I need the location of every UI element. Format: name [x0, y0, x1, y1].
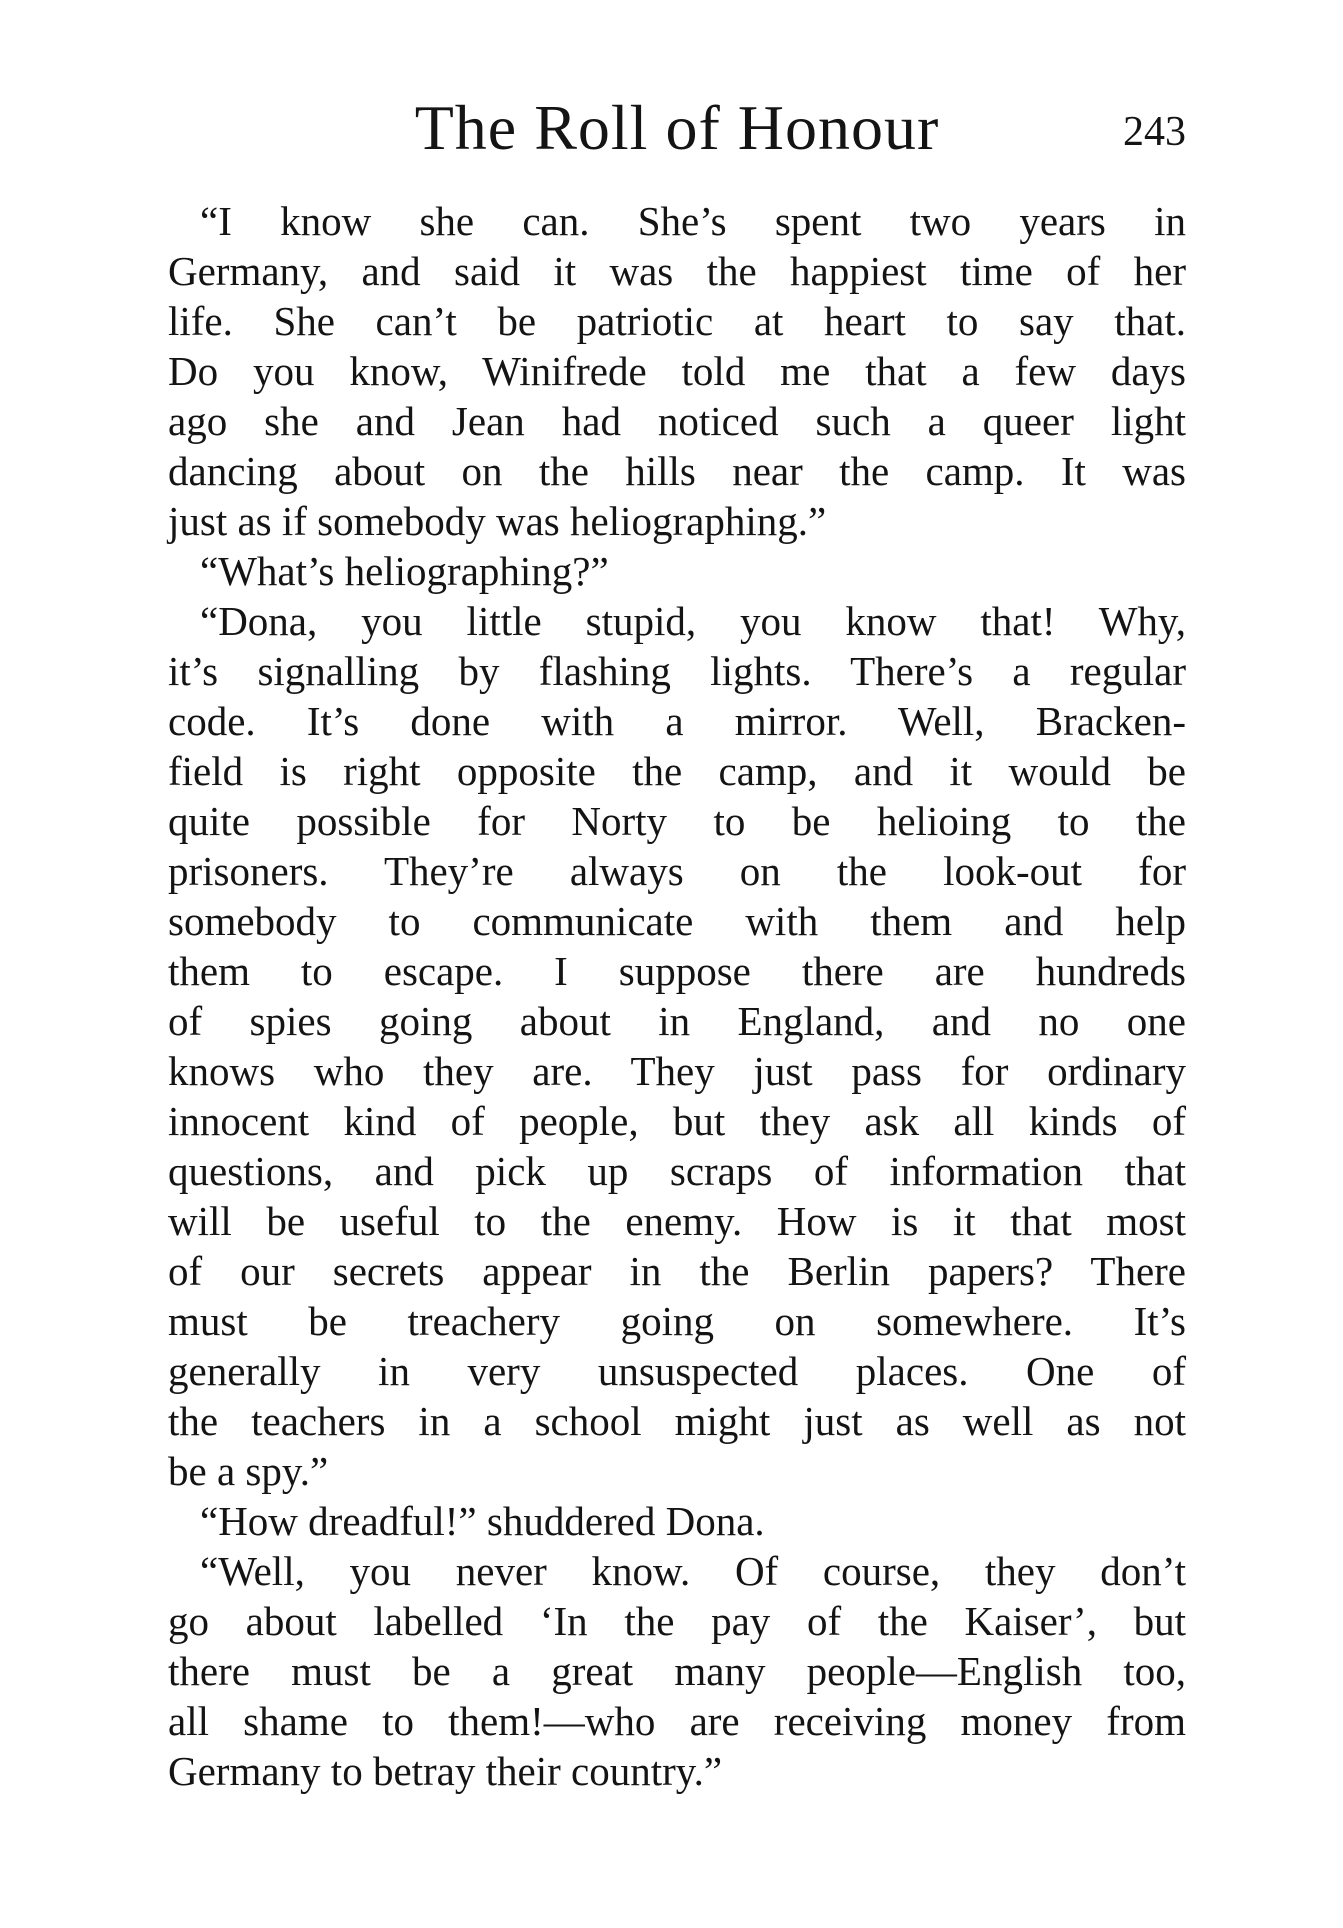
page-number: 243	[1123, 109, 1186, 155]
text-line: there must be a great many people—English too,	[168, 1648, 1186, 1694]
text-line: Germany, and said it was the happiest time of her	[168, 248, 1186, 294]
text-line: of spies going about in England, and no one	[168, 998, 1186, 1044]
text-line: Germany to betray their country.”	[168, 1748, 723, 1794]
text-line: it’s signalling by flashing lights. There’s a regular	[168, 648, 1186, 694]
text-line: will be useful to the enemy. How is it that most	[168, 1198, 1186, 1244]
text-line: must be treachery going on somewhere. It’s	[168, 1298, 1186, 1344]
text-line: “Dona, you little stupid, you know that! Why,	[200, 598, 1186, 644]
text-line: somebody to communicate with them and help	[168, 898, 1186, 944]
text-line: Do you know, Winifrede told me that a few days	[168, 348, 1186, 394]
text-line: “What’s heliographing?”	[200, 548, 609, 594]
text-line: all shame to them!—who are receiving money from	[168, 1698, 1186, 1744]
text-line: field is right opposite the camp, and it would be	[168, 748, 1186, 794]
text-line: just as if somebody was heliographing.”	[168, 498, 827, 544]
text-line: quite possible for Norty to be helioing to the	[168, 798, 1186, 844]
text-line: code. It’s done with a mirror. Well, Bracken-	[168, 698, 1186, 744]
running-title: The Roll of Honour	[414, 92, 940, 163]
text-line: “I know she can. She’s spent two years in	[200, 198, 1186, 244]
text-line: innocent kind of people, but they ask all kinds of	[168, 1098, 1186, 1144]
text-line: be a spy.”	[168, 1448, 329, 1494]
text-line: life. She can’t be patriotic at heart to say that.	[168, 298, 1186, 344]
text-line: “How dreadful!” shuddered Dona.	[200, 1498, 765, 1544]
text-line: ago she and Jean had noticed such a queer light	[168, 398, 1186, 444]
text-line: dancing about on the hills near the camp. It was	[168, 448, 1186, 494]
text-line: the teachers in a school might just as well as not	[168, 1398, 1186, 1444]
body-text	[168, 196, 1186, 1796]
text-line: generally in very unsuspected places. One of	[168, 1348, 1186, 1394]
text-line: go about labelled ‘In the pay of the Kaiser’, but	[168, 1598, 1186, 1644]
text-line: “Well, you never know. Of course, they don’t	[200, 1548, 1186, 1594]
text-line: questions, and pick up scraps of information that	[168, 1148, 1186, 1194]
text-line: knows who they are. They just pass for ordinary	[168, 1048, 1186, 1094]
text-line: them to escape. I suppose there are hundreds	[168, 948, 1186, 994]
running-head	[168, 88, 1186, 168]
text-line: of our secrets appear in the Berlin papers? There	[168, 1248, 1186, 1294]
text-line: prisoners. They’re always on the look-out for	[168, 848, 1186, 894]
